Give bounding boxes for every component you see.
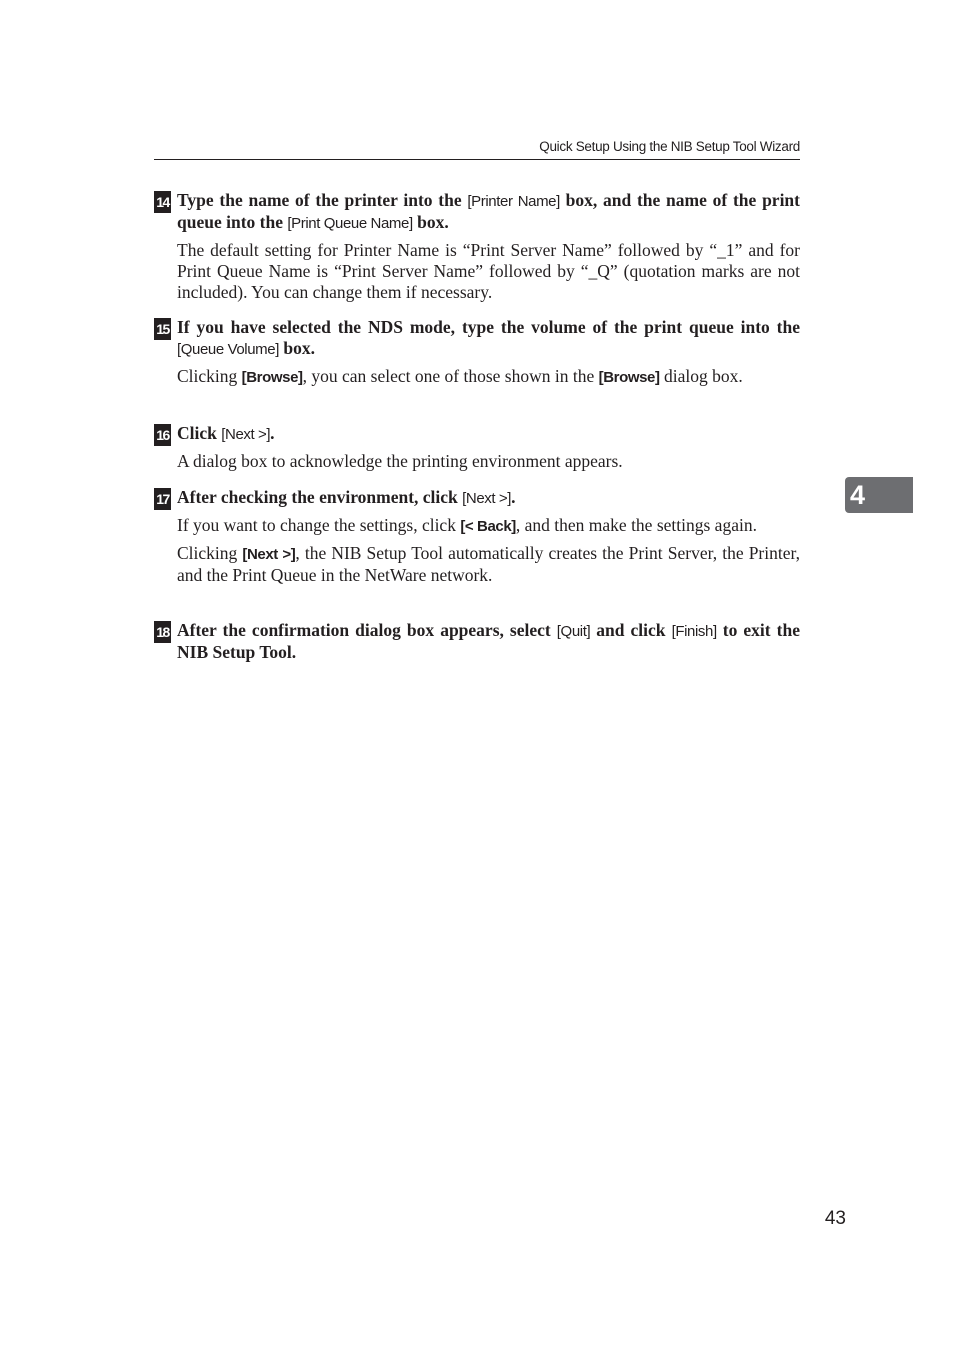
step-16 [154, 423, 800, 472]
step-instruction: After checking the environment, click [Next >]. [177, 487, 516, 507]
ui-label-browse: [Browse] [241, 369, 303, 386]
step-number-badge: 17 [154, 488, 171, 510]
step-number-badge: 14 [154, 191, 171, 213]
ui-label-finish: [Finish] [671, 623, 717, 640]
header-title: Quick Setup Using the NIB Setup Tool Wizard [539, 139, 800, 154]
ui-label-next: [Next >] [242, 546, 296, 563]
chapter-tab: 4 [845, 477, 913, 513]
step-14 [154, 190, 800, 303]
ui-label-browse: [Browse] [598, 369, 660, 386]
ui-label-quit: [Quit] [556, 623, 591, 640]
step-description: Clicking [Browse], you can select one of those shown in the [Browse] dialog box. [177, 366, 743, 386]
ui-label-next: [Next >] [221, 426, 271, 443]
step-number-badge: 18 [154, 621, 171, 643]
ui-label-queue-volume: [Queue Volume] [177, 341, 279, 358]
ui-label-back: [< Back] [460, 518, 516, 535]
step-number-badge: 16 [154, 424, 171, 446]
ui-label-printer-name: [Printer Name] [467, 193, 560, 210]
step-17 [154, 487, 800, 586]
ui-label-print-queue-name: [Print Queue Name] [287, 215, 413, 232]
page-number: 43 [824, 1208, 846, 1229]
step-description: The default setting for Printer Name is “Print Server Name” followed by “_1” and for Print Queue Name is “Print Server Name” followed by “_Q” (quotation marks are not included). You can change them if necessary. [177, 240, 800, 302]
step-instruction: If you have selected the NDS mode, type the volume of the print queue into the [Queue Volume] box. [177, 317, 800, 358]
step-instruction: Click [Next >]. [177, 423, 275, 443]
step-description: A dialog box to acknowledge the printing environment appears. [177, 451, 623, 471]
step-instruction: After the confirmation dialog box appears, select [Quit] and click [Finish] to exit the NIB Setup Tool. [177, 620, 800, 662]
step-number-badge: 15 [154, 318, 171, 340]
step-instruction: Type the name of the printer into the [Printer Name] box, and the name of the print queue into the [Print Queue Name] box. [177, 190, 800, 232]
running-header [154, 137, 800, 160]
step-description: If you want to change the settings, click [< Back], and then make the settings again. [177, 515, 757, 535]
step-18 [154, 620, 800, 663]
ui-label-next: [Next >] [462, 490, 512, 507]
step-15 [154, 317, 800, 388]
step-description: Clicking [Next >], the NIB Setup Tool automatically creates the Print Server, the Printer, and the Print Queue in the NetWare network. [177, 543, 801, 585]
